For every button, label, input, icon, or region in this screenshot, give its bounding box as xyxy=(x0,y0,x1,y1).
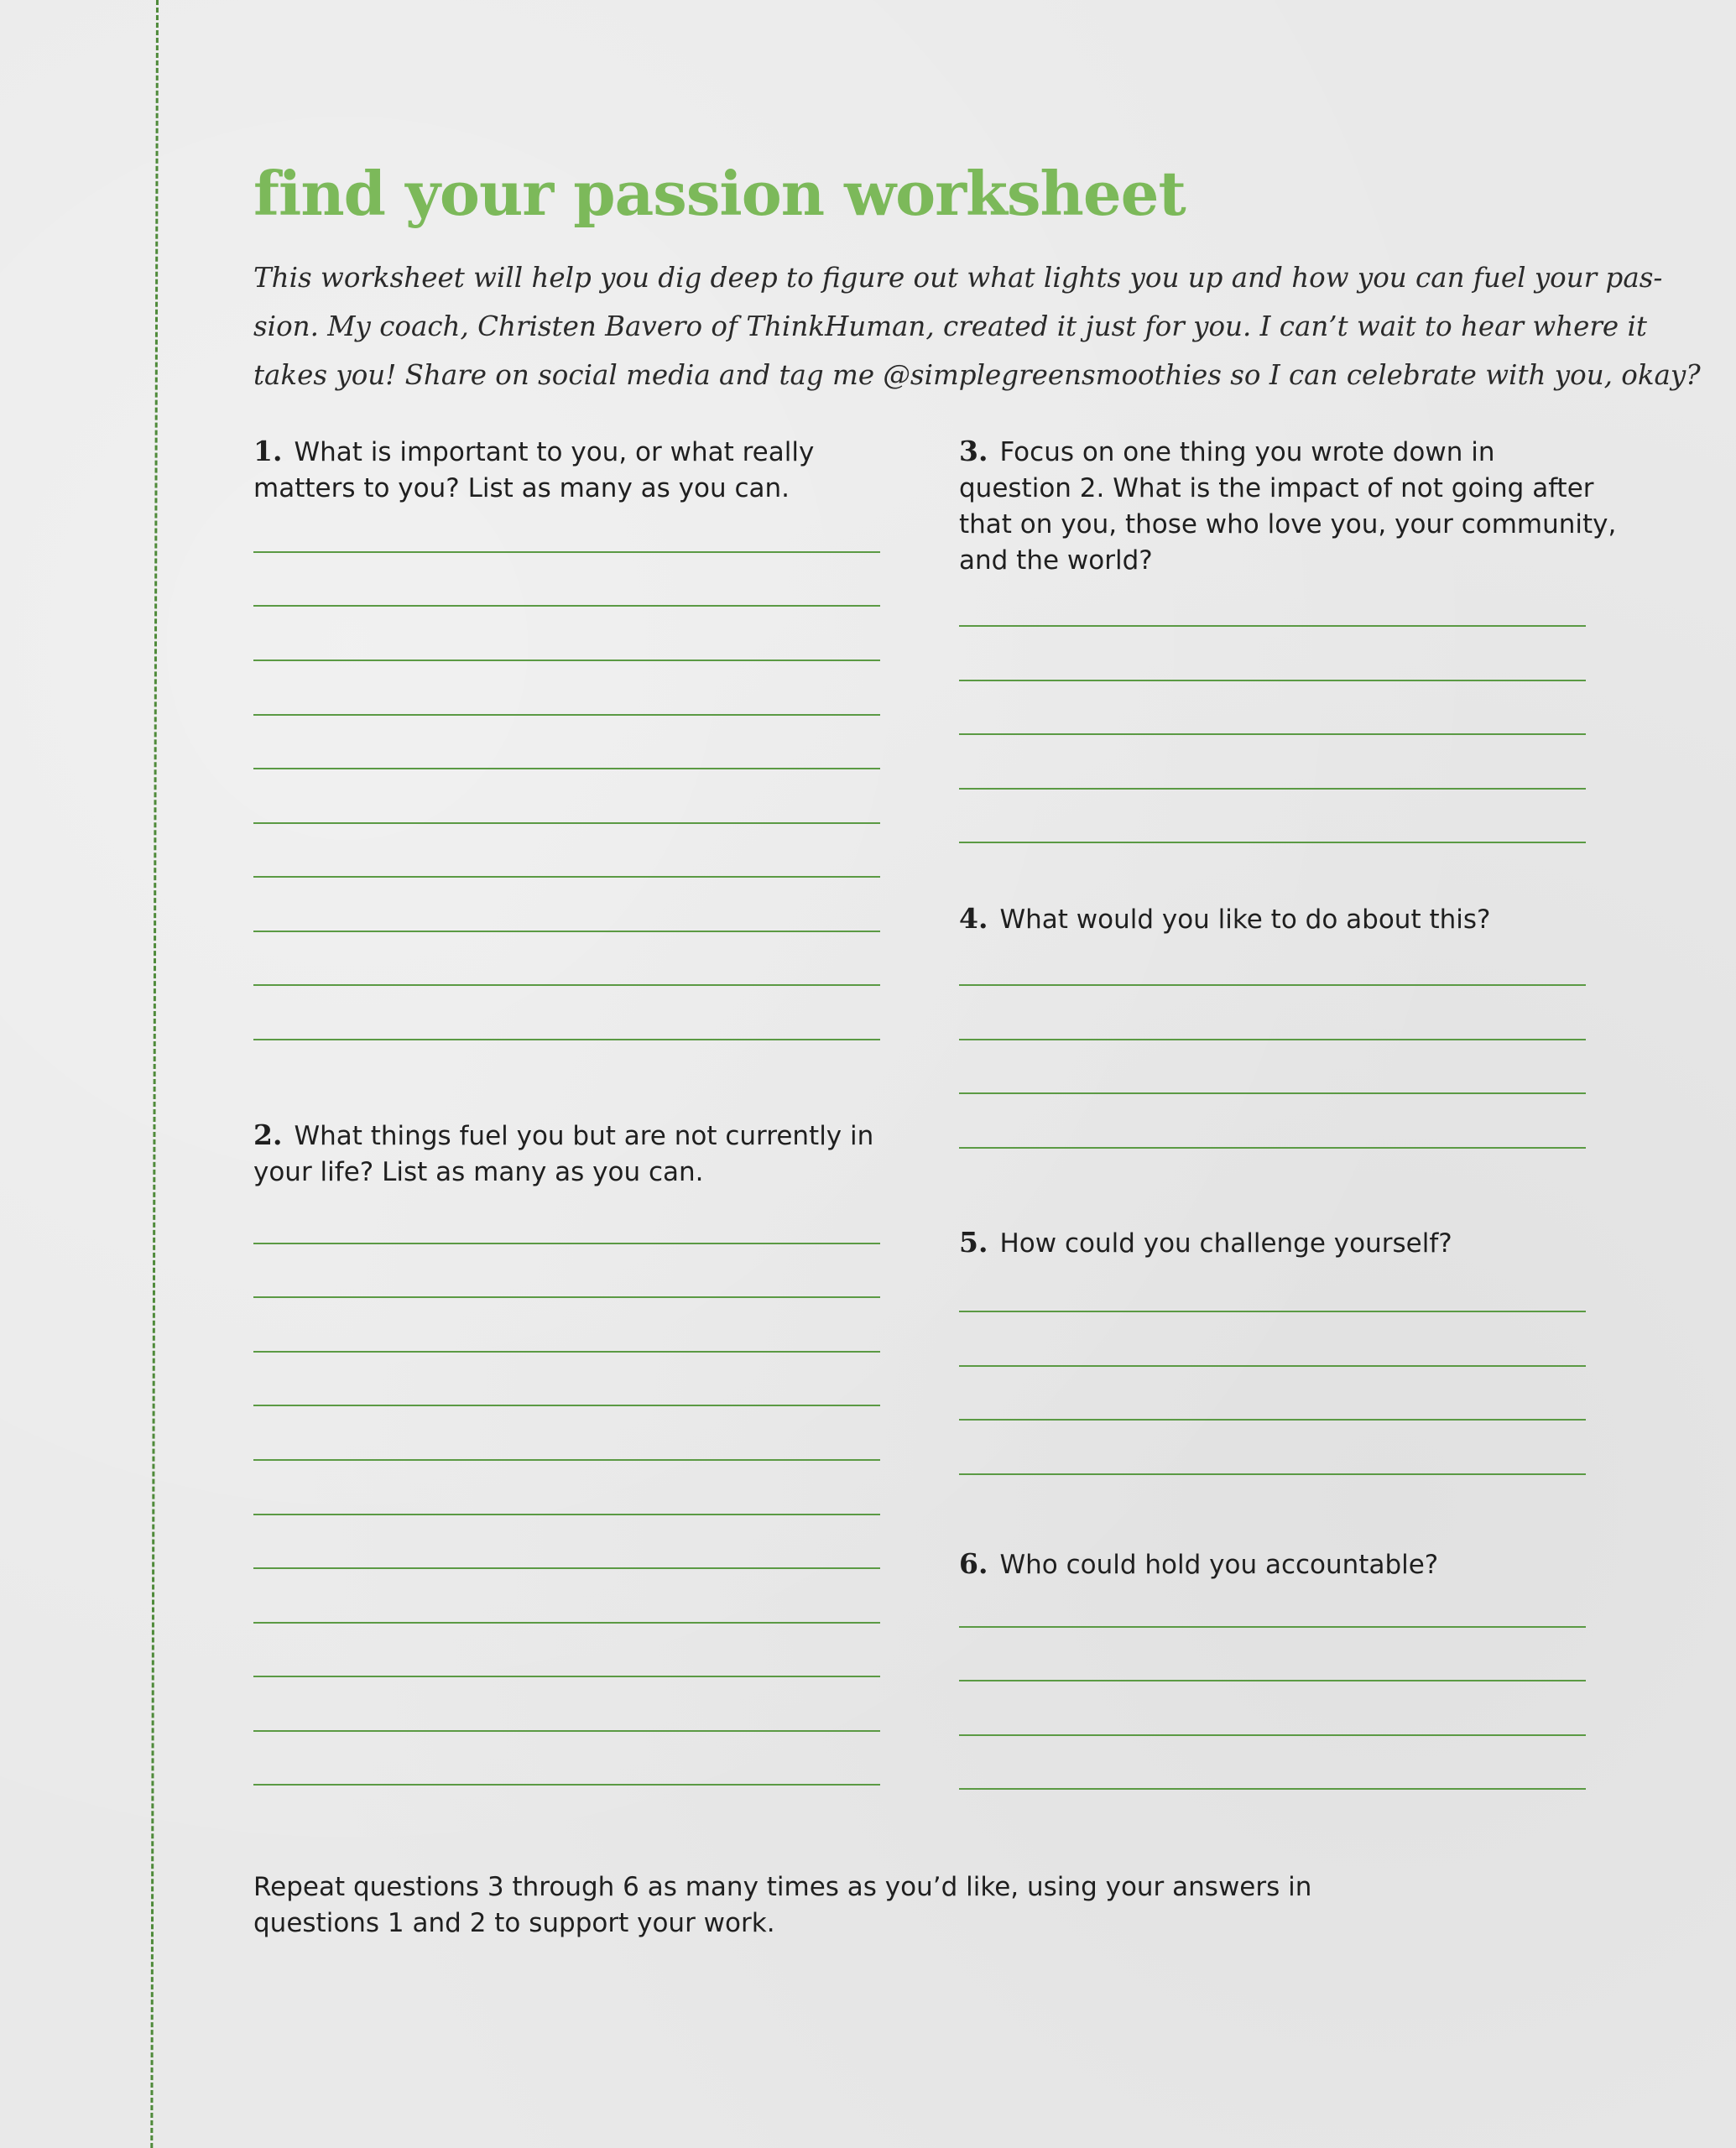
answer-line[interactable] xyxy=(959,1788,1586,1790)
question-text: Who could hold you accountable? xyxy=(999,1550,1439,1580)
answer-line[interactable] xyxy=(253,1730,880,1732)
question-number: 3. xyxy=(959,435,988,467)
question-number: 1. xyxy=(253,435,283,467)
question-text-line xyxy=(959,433,1616,471)
answer-line[interactable] xyxy=(253,1514,880,1515)
answer-line[interactable] xyxy=(959,625,1586,627)
intro-line: This worksheet will help you dig deep to figure out what lights you up and how you can fuel your pas- xyxy=(253,262,1663,294)
intro-paragraph xyxy=(253,253,1701,399)
answer-line[interactable] xyxy=(959,984,1586,986)
question-text: How could you challenge yourself? xyxy=(999,1228,1452,1259)
question-4 xyxy=(959,900,1490,938)
answer-line[interactable] xyxy=(253,984,880,986)
question-text-line xyxy=(253,433,814,471)
answer-line[interactable] xyxy=(959,1311,1586,1312)
answer-line[interactable] xyxy=(959,1626,1586,1628)
answer-line[interactable] xyxy=(253,605,880,607)
question-text-line: and the world? xyxy=(959,545,1153,576)
question-number: 6. xyxy=(959,1547,988,1580)
question-number: 4. xyxy=(959,902,988,935)
question-text: What is important to you, or what really xyxy=(294,437,815,467)
answer-line[interactable] xyxy=(959,842,1586,843)
question-number: 5. xyxy=(959,1226,988,1259)
answer-line[interactable] xyxy=(959,680,1586,681)
answer-line[interactable] xyxy=(253,1039,880,1040)
question-5 xyxy=(959,1224,1452,1262)
question-text: What would you like to do about this? xyxy=(999,905,1491,935)
answer-line[interactable] xyxy=(253,1296,880,1298)
question-3 xyxy=(959,433,1616,579)
intro-line: sion. My coach, Christen Bavero of ThinkHuman, created it just for you. I can’t wait to hear where it xyxy=(253,310,1647,342)
answer-line[interactable] xyxy=(253,876,880,878)
answer-line[interactable] xyxy=(959,1680,1586,1681)
answer-line[interactable] xyxy=(959,1419,1586,1421)
footer-note xyxy=(253,1869,1311,1942)
question-6 xyxy=(959,1546,1438,1583)
footer-line: Repeat questions 3 through 6 as many times as you’d like, using your answers in xyxy=(253,1872,1312,1902)
answer-line[interactable] xyxy=(253,768,880,769)
answer-line[interactable] xyxy=(959,1092,1586,1094)
answer-line[interactable] xyxy=(253,551,880,553)
page-title: find your passion worksheet xyxy=(253,158,1186,229)
question-2 xyxy=(253,1117,873,1191)
question-text: Focus on one thing you wrote down in xyxy=(999,437,1495,467)
answer-line[interactable] xyxy=(959,1734,1586,1736)
answer-line[interactable] xyxy=(253,1676,880,1677)
answer-line[interactable] xyxy=(959,788,1586,790)
answer-line[interactable] xyxy=(959,1147,1586,1149)
answer-line[interactable] xyxy=(959,1039,1586,1040)
question-text-line: your life? List as many as you can. xyxy=(253,1157,704,1187)
intro-line: takes you! Share on social media and tag me @simplegreensmoothies so I can celebrate with you, okay? xyxy=(253,359,1701,391)
question-text-line xyxy=(253,1117,873,1155)
answer-line[interactable] xyxy=(253,1351,880,1353)
question-text: What things fuel you but are not currently in xyxy=(294,1121,874,1151)
question-text-line xyxy=(959,1546,1438,1583)
question-1 xyxy=(253,433,814,507)
question-text-line xyxy=(959,1224,1452,1262)
answer-line[interactable] xyxy=(959,1365,1586,1367)
answer-line[interactable] xyxy=(253,714,880,716)
answer-line[interactable] xyxy=(253,1784,880,1786)
answer-line[interactable] xyxy=(253,660,880,661)
answer-line[interactable] xyxy=(253,1567,880,1569)
answer-line[interactable] xyxy=(959,1473,1586,1475)
answer-line[interactable] xyxy=(959,733,1586,735)
question-text-line: matters to you? List as many as you can. xyxy=(253,473,790,503)
answer-line[interactable] xyxy=(253,931,880,932)
answer-line[interactable] xyxy=(253,1459,880,1461)
question-number: 2. xyxy=(253,1118,283,1151)
answer-line[interactable] xyxy=(253,1243,880,1244)
question-text-line: that on you, those who love you, your community, xyxy=(959,509,1617,540)
answer-line[interactable] xyxy=(253,822,880,824)
answer-line[interactable] xyxy=(253,1622,880,1624)
question-text-line: question 2. What is the impact of not going after xyxy=(959,473,1594,503)
question-text-line xyxy=(959,900,1490,938)
footer-line: questions 1 and 2 to support your work. xyxy=(253,1908,775,1938)
answer-line[interactable] xyxy=(253,1405,880,1406)
